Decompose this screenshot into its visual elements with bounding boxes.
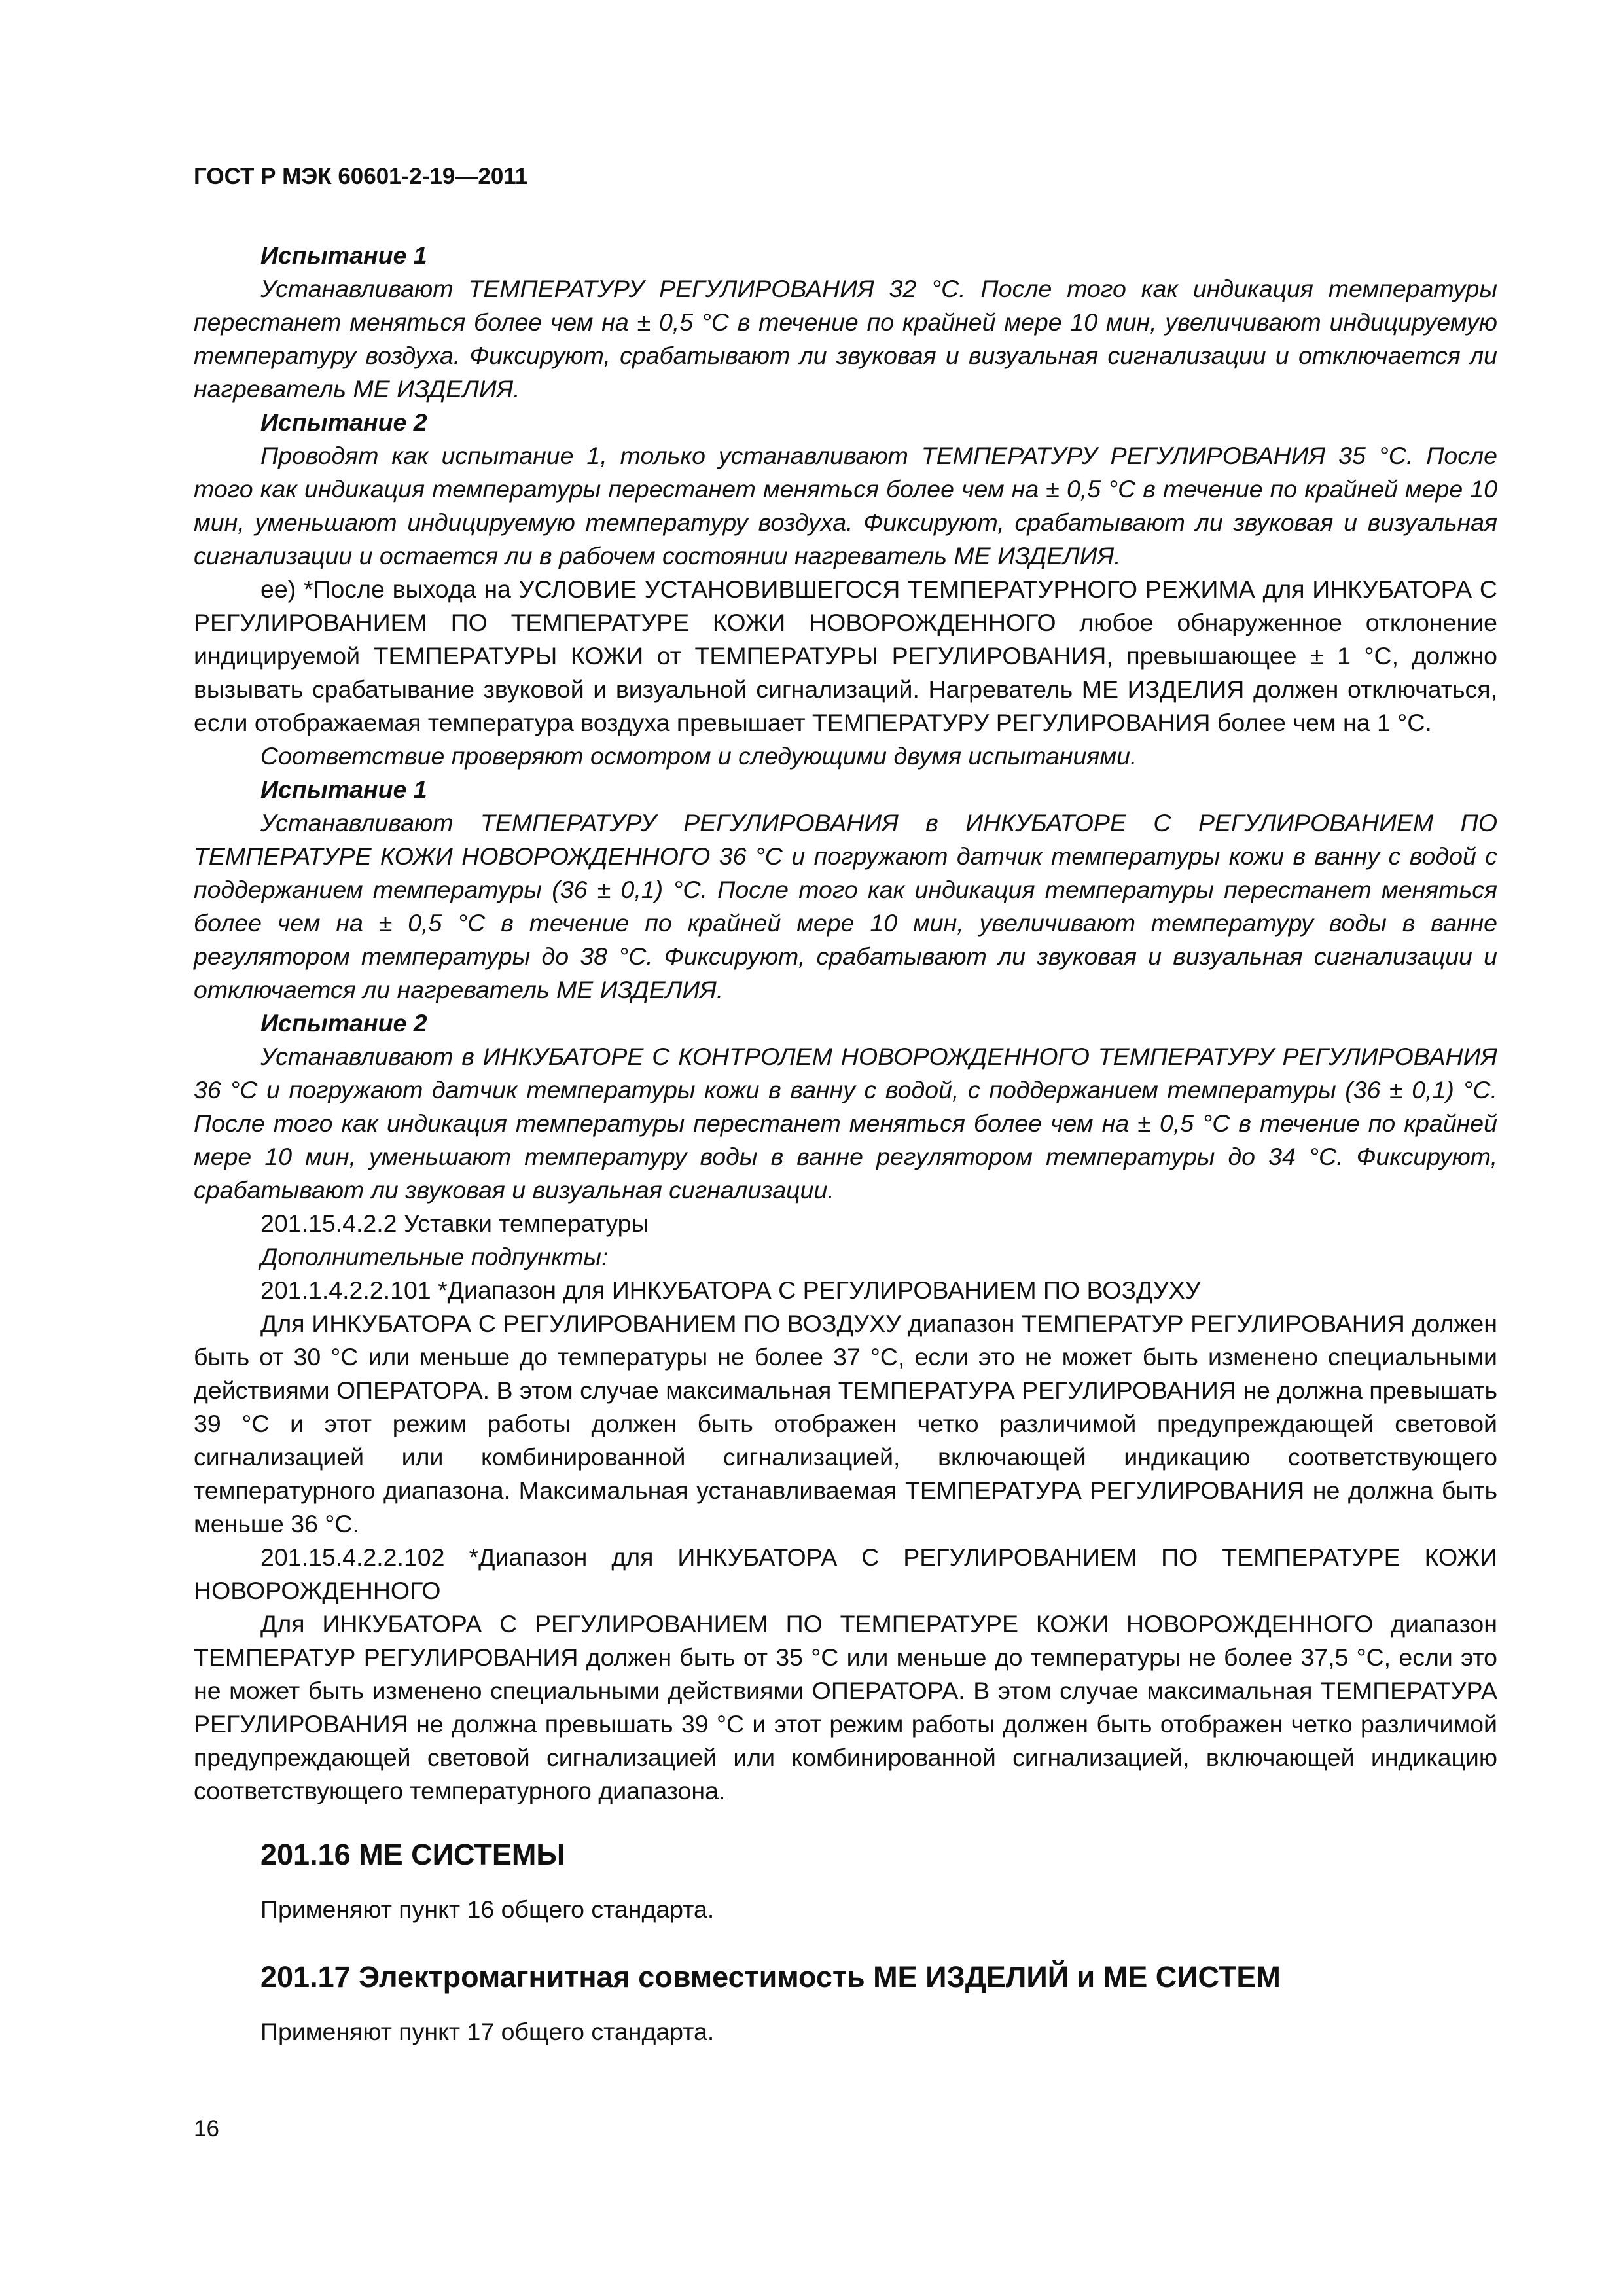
italic-paragraph: Устанавливают ТЕМПЕРАТУРУ РЕГУЛИРОВАНИЯ в ИНКУБАТОРЕ С РЕГУЛИРОВАНИЕМ ПО ТЕМПЕРАТУРЕ КОЖИ НОВОРОЖДЕННОГО 36 °С и погружают датчик температуры кожи в ванну с водой с поддержанием температуры (36 ± 0,1) °С. После того как индикация температуры перестанет меняться более чем на ± 0,5 °С в течение по крайней мере 10 мин, увеличивают температуру воды в ванне регулятором температуры до 38 °С. Фиксируют, срабатывают ли звуковая и визуальная сигнализации и отключается ли нагреватель МЕ ИЗДЕЛИЯ. [194, 809, 1497, 1003]
italic-paragraph: Проводят как испытание 1, только устанавливают ТЕМПЕРАТУРУ РЕГУЛИРОВАНИЯ 35 °С. После того как индикация температуры перестанет меняться более чем на ± 0,5 °С в течение по крайней мере 10 мин, уменьшают индицируемую температуру воздуха. Фиксируют, срабатывают ли звуковая и визуальная сигнализации и остается ли в рабочем состоянии нагреватель МЕ ИЗДЕЛИЯ. [194, 442, 1497, 569]
italic-paragraph: Соответствие проверяют осмотром и следующими двумя испытаниями. [260, 742, 1137, 770]
test-label: Испытание 2 [260, 408, 427, 436]
paragraph: 201.15.4.2.2 Уставки температуры [260, 1210, 649, 1237]
italic-paragraph: Дополнительные подпункты: [260, 1243, 609, 1270]
test-label: Испытание 1 [260, 776, 427, 803]
section-heading: 201.17 Электромагнитная совместимость МЕ ИЗДЕЛИЙ и МЕ СИСТЕМ [260, 1960, 1281, 1994]
page-number: 16 [194, 2116, 219, 2142]
paragraph: 201.1.4.2.2.101 *Диапазон для ИНКУБАТОРА С РЕГУЛИРОВАНИЕМ ПО ВОЗДУХУ [260, 1276, 1201, 1304]
italic-paragraph: Устанавливают ТЕМПЕРАТУРУ РЕГУЛИРОВАНИЯ 32 °С. После того как индикация температуры перестанет меняться более чем на ± 0,5 °С в течение по крайней мере 10 мин, увеличивают индицируемую температуру воздуха. Фиксируют, срабатывают ли звуковая и визуальная сигнализации и отключается ли нагреватель МЕ ИЗДЕЛИЯ. [194, 275, 1497, 403]
paragraph: 201.15.4.2.2.102 *Диапазон для ИНКУБАТОРА С РЕГУЛИРОВАНИЕМ ПО ТЕМПЕРАТУРЕ КОЖИ НОВОРОЖДЕННОГО [194, 1543, 1497, 1604]
document-header: ГОСТ Р МЭК 60601-2-19—2011 [194, 164, 528, 189]
section-heading: 201.16 МЕ СИСТЕМЫ [260, 1838, 565, 1871]
test-label: Испытание 1 [260, 242, 427, 269]
document-body [194, 239, 1497, 2049]
paragraph: Применяют пункт 17 общего стандарта. [260, 2018, 715, 2045]
italic-paragraph: Устанавливают в ИНКУБАТОРЕ С КОНТРОЛЕМ НОВОРОЖДЕННОГО ТЕМПЕРАТУРУ РЕГУЛИРОВАНИЯ 36 °С и погружают датчик температуры кожи в ванну с водой, с поддержанием температуры (36 ± 0,1) °С. После того как индикация температуры перестанет меняться более чем на ± 0,5 °С в течение по крайней мере 10 мин, уменьшают температуру воды в ванне регулятором температуры до 34 °С. Фиксируют, срабатывают ли звуковая и визуальная сигнализации. [194, 1043, 1497, 1204]
paragraph: Для ИНКУБАТОРА С РЕГУЛИРОВАНИЕМ ПО ТЕМПЕРАТУРЕ КОЖИ НОВОРОЖДЕННОГО диапазон ТЕМПЕРАТУР РЕГУЛИРОВАНИЯ должен быть от 35 °С или меньше до температуры не более 37,5 °С, если это не может быть изменено специальными действиями ОПЕРАТОРА. В этом случае максимальная ТЕМПЕРАТУРА РЕГУЛИРОВАНИЯ не должна превышать 39 °С и этот режим работы должен быть отображен четко различимой предупреждающей световой сигнализацией или комбинированной сигнализацией, включающей индикацию соответствующего температурного диапазона. [194, 1610, 1497, 1804]
paragraph: ее) *После выхода на УСЛОВИЕ УСТАНОВИВШЕГОСЯ ТЕМПЕРАТУРНОГО РЕЖИМА для ИНКУБАТОРА С РЕГУЛИРОВАНИЕМ ПО ТЕМПЕРАТУРЕ КОЖИ НОВОРОЖДЕННОГО любое обнаруженное отклонение индицируемой ТЕМПЕРАТУРЫ КОЖИ от ТЕМПЕРАТУРЫ РЕГУЛИРОВАНИЯ, превышающее ± 1 °С, должно вызывать срабатывание звуковой и визуальной сигнализаций. Нагреватель МЕ ИЗДЕЛИЯ должен отключаться, если отображаемая температура воздуха превышает ТЕМПЕРАТУРУ РЕГУЛИРОВАНИЯ более чем на 1 °С. [194, 575, 1497, 736]
paragraph: Для ИНКУБАТОРА С РЕГУЛИРОВАНИЕМ ПО ВОЗДУХУ диапазон ТЕМПЕРАТУР РЕГУЛИРОВАНИЯ должен быть от 30 °С или меньше до температуры не более 37 °С, если это не может быть изменено специальными действиями ОПЕРАТОРА. В этом случае максимальная ТЕМПЕРАТУРА РЕГУЛИРОВАНИЯ не должна превышать 39 °С и этот режим работы должен быть отображен четко различимой предупреждающей световой сигнализацией или комбинированной сигнализацией, включающей индикацию соответствующего температурного диапазона. Максимальная устанавливаемая ТЕМПЕРАТУРА РЕГУЛИРОВАНИЯ не должна быть меньше 36 °С. [194, 1310, 1497, 1537]
paragraph: Применяют пункт 16 общего стандарта. [260, 1895, 715, 1923]
test-label: Испытание 2 [260, 1009, 427, 1037]
